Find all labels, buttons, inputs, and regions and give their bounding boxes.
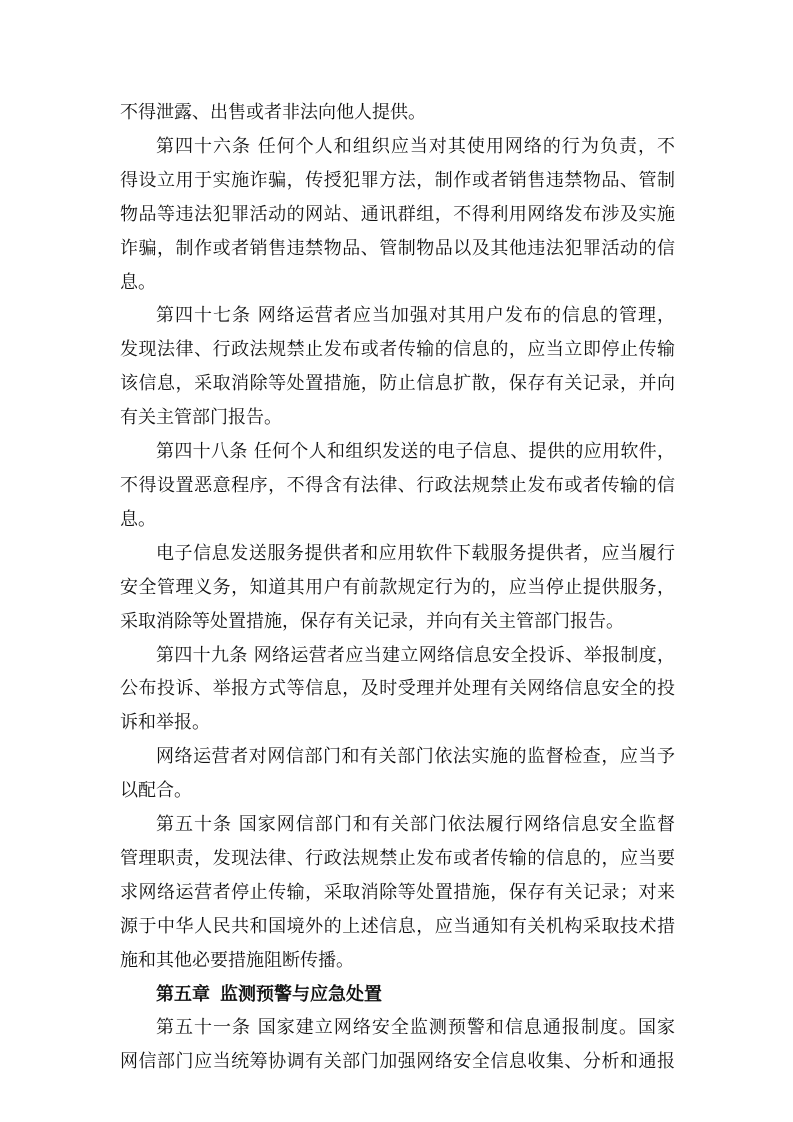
article-47-line: 第四十七条 网络运营者应当加强对其用户发布的信息的管理， (156, 305, 675, 327)
paragraph-line: 网络运营者对网信部门和有关部门依法实施的监督检查，应当予 (156, 746, 675, 768)
text-line: 不得设置恶意程序，不得含有法律、行政法规禁止发布或者传输的信 (120, 474, 675, 496)
text-line: 安全管理义务，知道其用户有前款规定行为的，应当停止提供服务， (120, 576, 675, 598)
text-line: 求网络运营者停止传输，采取消除等处置措施，保存有关记录；对来 (120, 881, 675, 903)
text-line: 有关主管部门报告。 (120, 407, 282, 429)
text-line: 采取消除等处置措施，保存有关记录，并向有关主管部门报告。 (120, 610, 624, 632)
paragraph-line: 电子信息发送服务提供者和应用软件下载服务提供者，应当履行 (156, 542, 675, 564)
article-50-line: 第五十条 国家网信部门和有关部门依法履行网络信息安全监督 (156, 814, 675, 836)
text-line: 得设立用于实施诈骗，传授犯罪方法，制作或者销售违禁物品、管制 (120, 169, 675, 191)
text-line: 不得泄露、出售或者非法向他人提供。 (120, 102, 426, 123)
text-line: 管理职责，发现法律、行政法规禁止发布或者传输的信息的，应当要 (120, 847, 675, 869)
article-49-line: 第四十九条 网络运营者应当建立网络信息安全投诉、举报制度， (156, 644, 675, 666)
article-51-line: 第五十一条 国家建立网络安全监测预警和信息通报制度。国家 (156, 1017, 675, 1039)
text-line: 诈骗，制作或者销售违禁物品、管制物品以及其他违法犯罪活动的信 (120, 237, 675, 259)
text-line: 网信部门应当统筹协调有关部门加强网络安全信息收集、分析和通报 (120, 1051, 675, 1073)
article-48-line: 第四十八条 任何个人和组织发送的电子信息、提供的应用软件， (156, 441, 675, 463)
text-line: 物品等违法犯罪活动的网站、通讯群组，不得利用网络发布涉及实施 (120, 203, 675, 225)
article-46-line: 第四十六条 任何个人和组织应当对其使用网络的行为负责，不 (156, 135, 675, 157)
document-page (120, 96, 675, 1079)
text-line: 公布投诉、举报方式等信息，及时受理并处理有关网络信息安全的投 (120, 678, 675, 700)
text-line: 以配合。 (120, 780, 192, 802)
text-line: 发现法律、行政法规禁止发布或者传输的信息的，应当立即停止传输 (120, 339, 675, 361)
text-line: 诉和举报。 (120, 712, 210, 734)
text-line: 息。 (120, 271, 156, 293)
chapter-title: 监测预警与应急处置 (220, 983, 382, 1005)
chapter-number: 第五章 (156, 983, 210, 1005)
text-line: 源于中华人民共和国境外的上述信息，应当通知有关机构采取技术措 (120, 915, 675, 937)
text-line: 施和其他必要措施阻断传播。 (120, 949, 354, 971)
text-line: 息。 (120, 508, 156, 530)
chapter-heading (120, 978, 675, 1012)
text-line: 该信息，采取消除等处置措施，防止信息扩散，保存有关记录，并向 (120, 373, 675, 395)
